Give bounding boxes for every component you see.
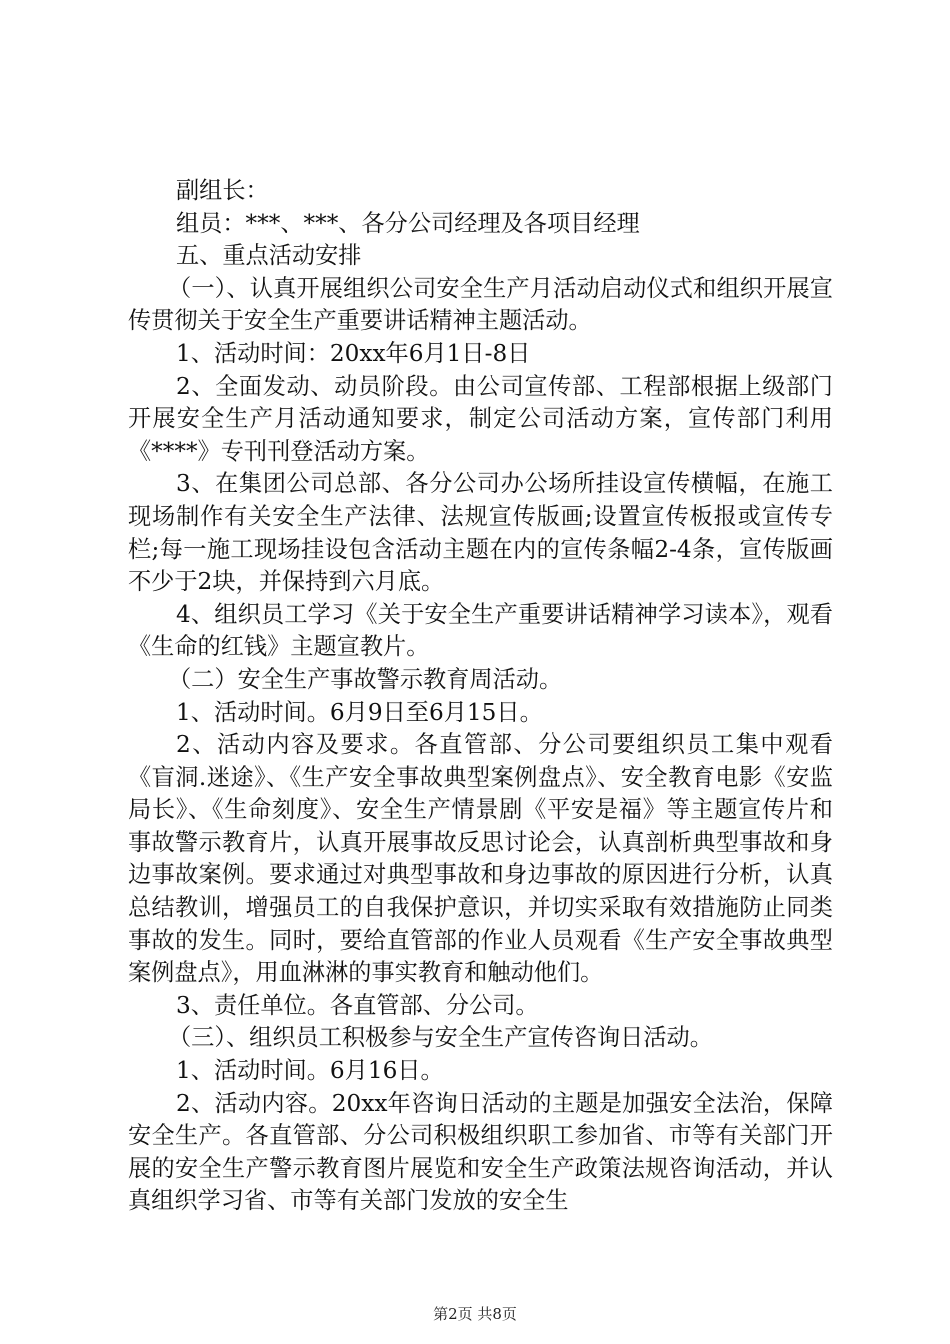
subsection-heading-3: （三）、组织员工积极参与安全生产宣传咨询日活动。 (168, 1024, 713, 1052)
paragraph-item-2-2: 2、活动内容及要求。各直管部、分公司要组织员工集中观看《盲洞.迷途》、《生产安全事故典型案例盘点》、安全教育电影《安监局长》、《生命刻度》、安全生产情景剧《平安是福》等主题宣传片和事故警示教育片，认真开展事故反思讨论会，认真剖析典型事故和身边事故案例。要求通过对典型事故和身边事故的原因进行分析，认真总结教训，增强员工的自我保护意识，并切实采取有效措施防止同类事故的发生。同时，要给直管部的作业人员观看《生产安全事故典型案例盘点》，用血淋淋的事实教育和触动他们。 (128, 731, 833, 987)
subsection-heading-1: （一）、认真开展组织公司安全生产月活动启动仪式和组织开展宣传贯彻关于安全生产重要讲话精神主题活动。 (128, 274, 833, 335)
paragraph-item-1-1: 1、活动时间：20xx年6月1日-8日 (176, 339, 531, 367)
page-number-footer: 第2页 共8页 (433, 1305, 517, 1323)
section-heading-5: 五、重点活动安排 (176, 242, 362, 270)
paragraph-item-3-2: 2、活动内容。20xx年咨询日活动的主题是加强安全法治，保障安全生产。各直管部、分公司积极组织职工参加省、市等有关部门开展的安全生产警示教育图片展览和安全生产政策法规咨询活动，并认真组织学习省、市等有关部门发放的安全生 (128, 1089, 833, 1215)
subsection-heading-2: （二）安全生产事故警示教育周活动。 (168, 665, 563, 693)
paragraph-members: 组员：***、***、各分公司经理及各项目经理 (176, 209, 640, 237)
document-body (128, 175, 833, 1218)
paragraph-item-2-3: 3、责任单位。各直管部、分公司。 (176, 991, 539, 1019)
paragraph-item-1-2: 2、全面发动、动员阶段。由公司宣传部、工程部根据上级部门开展安全生产月活动通知要求，制定公司活动方案，宣传部门利用《****》专刊刊登活动方案。 (128, 372, 833, 465)
paragraph-item-1-4: 4、组织员工学习《关于安全生产重要讲话精神学习读本》，观看《生命的红钱》主题宣教片。 (128, 600, 833, 661)
paragraph-item-3-1: 1、活动时间。6月16日。 (176, 1057, 444, 1085)
paragraph-item-2-1: 1、活动时间。6月9日至6月15日。 (176, 698, 543, 726)
paragraph-item-1-3: 3、在集团公司总部、各分公司办公场所挂设宣传横幅，在施工现场制作有关安全生产法律、法规宣传版画;设置宣传板报或宣传专栏;每一施工现场挂设包含活动主题在内的宣传条幅2-4条，宣传版画不少于2块，并保持到六月底。 (128, 470, 833, 596)
paragraph-deputy-leader: 副组长： (176, 177, 269, 204)
